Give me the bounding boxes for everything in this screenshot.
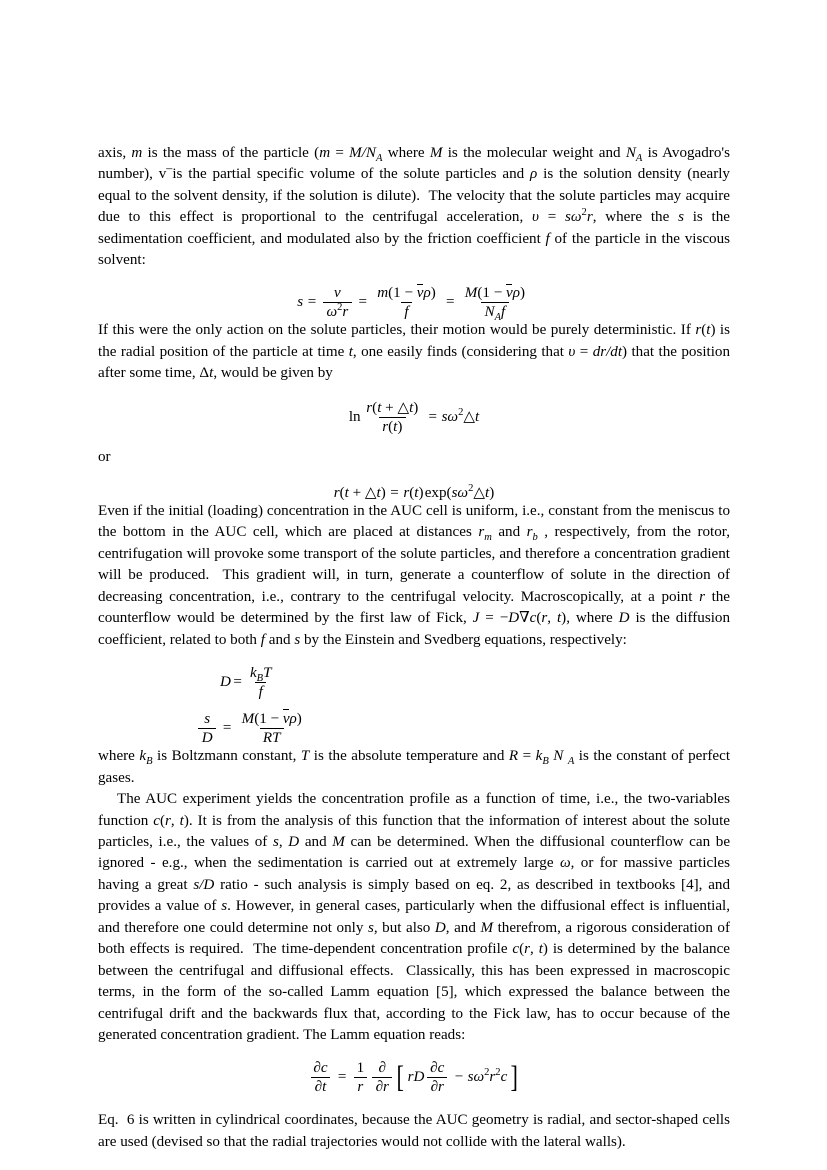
fraction-nu-over-omega2r: $\frac{\nu}{\omega^2r}$ <box>323 285 351 321</box>
fraction-r-ratio: $\frac{r(t + \triangle t)}{r(t)}$ <box>366 399 419 435</box>
fraction-dc-dr: $\frac{\partial c}{\partial r}$ <box>427 1060 448 1096</box>
paragraph-boltzmann-gas-constant: where $k_B$ is Boltzmann constant, T is the absolute temperature and $R = k_B$ N $_A$ is the constant of perfect gases. <box>98 748 731 786</box>
fraction-M-over-RT: $\frac{M(1 - \nu\rho)}{RT}$ <box>241 710 302 746</box>
equation-group-einstein-svedberg <box>98 665 730 746</box>
paragraph-cylindrical-coordinates: Eq. 6 is written in cylindrical coordinates, because the AUC geometry is radial, and sector-shaped cells are used (devised so that the radial trajectories would not collide with the lateral walls). <box>98 1112 730 1150</box>
fraction-dc-dt: $\frac{\partial c}{\partial t}$ <box>310 1060 331 1096</box>
v-bar-symbol: v– <box>158 161 173 183</box>
fraction-one-over-r: $\frac{1}{r}$ <box>353 1060 367 1096</box>
paragraph-auc-experiment: The AUC experiment yields the concentration profile as a function of time, i.e., the two-variables function c(r, t). It is from the analysis of this function that the information of interest about the solute particles, i.e., the values of s, D and M can be determined. When the diffusional counterflow can be ignored - e.g., when the sedimentation is carried out at extremely large ω, or for massive particles having a great s/D ratio - such analysis is simply based on eq. 2, as described in textbooks [4], and provides a value of s. However, in general cases, particularly when the diffusional effect is influential, and therefore one could determine not only s, but also D, and M therefrom, a rigorous consideration of both effects is required. The time-dependent concentration profile c(r, t) is determined by the balance between the centrifugal and diffusional effects. Classically, this has been expressed in macroscopic terms, in the form of the so-called Lamm equation [5], which expressed the balance between the centrifugal drift and the backwards flux that, according to the Fick law, has to occur because of the generated concentration gradient. The Lamm equation reads: <box>98 791 731 1044</box>
fraction-kBT-over-f: $\frac{k_BT}{f}$ <box>249 664 272 701</box>
paragraph-deterministic-motion: If this were the only action on the solute particles, their motion would be purely deterministic. If r(t) is the radial position of the particle at time t, one easily finds (considering that υ = dr/dt) that the position after some time, Δt, would be given by <box>98 322 731 382</box>
equation-einstein-diffusion: D = $\frac{k_BT}{f}$ <box>98 665 277 701</box>
equation-lamm: $\frac{\partial c}{\partial t}$ = $\frac{1}{r}$ $\frac{\partial}{\partial r}$ [ rD $\frac{\partial c}{\partial r}$ − $s\omega^2r^2c$ ] <box>98 1060 730 1096</box>
equation-log-radial-ratio: ln $\frac{r(t + \triangle t)}{r(t)}$ = $s\omega^2\triangle t$ <box>348 399 480 435</box>
paragraph-axis-mass: axis, m is the mass of the particle ($m = M/N_A$ where M is the molecular weight and $N_A$ is Avogadro's number), v–is the partial specific volume of the solute particles and ρ is the solution density (nearly equal to the solvent density, if the solution is dilute). The velocity that the solute particles may acquire due to this effect is proportional to the centrifugal acceleration, $\upsilon = s\omega^2r$, where the s is the sedimentation coefficient, and modulated also by the friction coefficient f of the particle in the viscous solvent: <box>98 145 730 269</box>
fraction-partial-over-partial-r: $\frac{\partial}{\partial r}$ <box>372 1060 392 1096</box>
equation-exponential-position: r(t + △t) = r(t) $\exp(s\omega^2\triangle t)$ <box>333 482 495 501</box>
equation-sedimentation-coefficient: s = $\frac{\nu}{\omega^2r}$ = $\frac{m(1 - \nu\rho)}{f}$ = $\frac{M(1 - \nu\rho)}{N_Af}$ <box>98 285 730 321</box>
fraction-m-term: $\frac{m(1 - \nu\rho)}{f}$ <box>377 284 436 321</box>
connector-or: or <box>98 449 111 466</box>
equation-svedberg: $\frac{s}{D}$ = $\frac{M(1 - \nu\rho)}{RT}$ <box>98 711 308 747</box>
page-content-column <box>98 143 730 1153</box>
paragraph-concentration-gradient: Even if the initial (loading) concentration in the AUC cell is uniform, i.e., constant from the meniscus to the bottom in the AUC cell, which are placed at distances $r_m$ and $r_b$ , respectively, from the rotor, centrifugation will provoke some transport of the solute particles, and therefore a concentration gradient will be produced. This gradient will, in turn, generate a counterflow of solute in the direction of decreasing concentration, i.e., contrary to the centrifugal velocity. Macroscopically, at a point r the counterflow would be determined by the first law of Fick, J = −D∇c(r, t), where D is the diffusion coefficient, related to both f and s by the Einstein and Svedberg equations, respectively: <box>98 502 731 648</box>
fraction-s-over-D: $\frac{s}{D}$ <box>198 711 216 747</box>
fraction-M-term: $\frac{M(1 - \nu\rho)}{N_Af}$ <box>464 284 525 324</box>
